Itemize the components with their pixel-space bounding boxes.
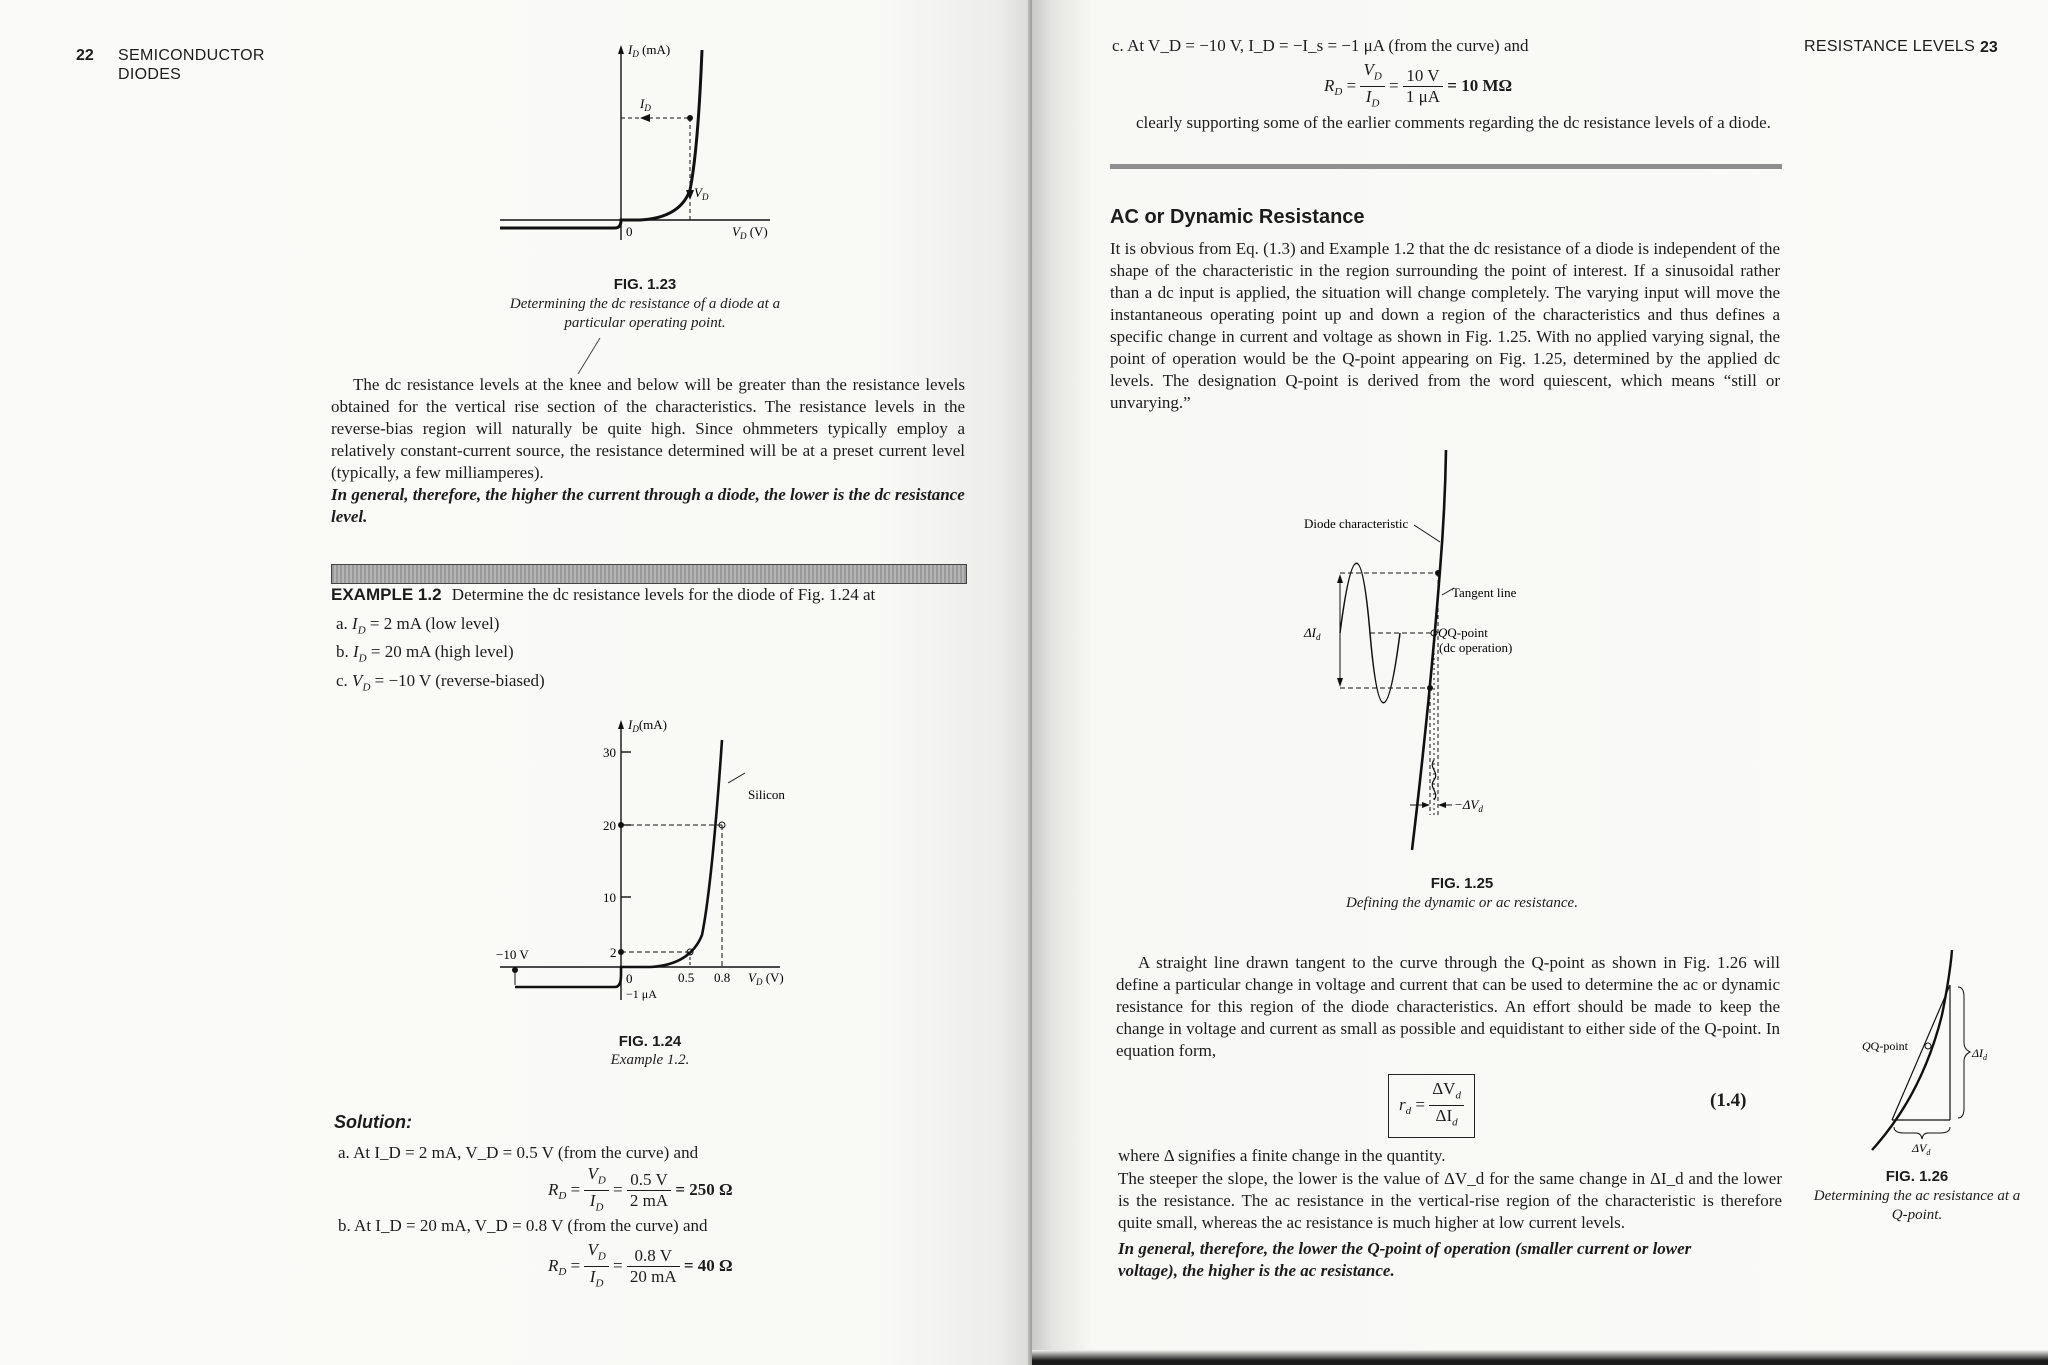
pen-mark bbox=[570, 336, 610, 376]
fig126-delta-i-label: $\Delta I_d$ bbox=[1972, 1046, 1988, 1062]
equation-1-4-frac: $\frac{\Delta V_d}{\Delta I_d}$ bbox=[1429, 1079, 1464, 1133]
fig123-label: FIG. 1.23 bbox=[613, 276, 677, 293]
figure-1-26-graph bbox=[1822, 945, 2042, 1155]
pen-stroke bbox=[578, 338, 600, 374]
fig124-label-30: 30 bbox=[603, 745, 616, 760]
fig123-origin: 0 bbox=[626, 224, 633, 239]
running-head-left bbox=[118, 46, 265, 84]
fig124-y-arrow bbox=[618, 720, 624, 729]
running-head-right: RESISTANCE LEVELS bbox=[1804, 38, 1976, 55]
fig124-y-label: $I_D(mA)$ bbox=[628, 717, 668, 734]
left-paragraph-1: The dc resistance levels at the knee and below will be greater than the resistance levels obtained for the vertical rise section of the characteristics. The resistance levels in the reverse-bias region will naturally be quite high. Since ohmmeters typically employ a relatively constant-current source, the resistance determined will be at a preset current level (typically, a few milliamperes). bbox=[331, 375, 965, 482]
right-paragraph-3: where Δ signifies a finite change in the quantity. bbox=[1118, 1146, 1446, 1165]
solution-b-line: b. At I_D = 20 mA, V_D = 0.8 V (from the curve) and bbox=[338, 1216, 708, 1235]
right-paragraph-1: It is obvious from Eq. (1.3) and Example 1.2 that the dc resistance of a diode is independent of the shape of the characteristic in the region surrounding the point of interest. If a sinusoidal rather than a dc input is applied, the situation will change completely. The varying input will move the instantaneous operating point up and down a region of the characteristics and thus defines a specific change in current and voltage as shown in Fig. 1.25. With no applied varying signal, the point of operation would be the Q-point appearing on Fig. 1.25, determined by the applied dc levels. The designation Q-point is derived from the word quiescent, which means “still or unvarying.” bbox=[1110, 239, 1780, 412]
right-page bbox=[1032, 0, 2048, 1365]
fig124-label-08: 0.8 bbox=[714, 970, 731, 985]
example-text: Determine the dc resistance levels for the diode of Fig. 1.24 at bbox=[451, 585, 876, 604]
fig123-id-label: $I_D$ bbox=[640, 96, 651, 113]
example-parts bbox=[336, 613, 736, 698]
left-bold-italic-statement: In general, therefore, the higher the current through a diode, the lower is the dc resistance level. bbox=[331, 485, 965, 526]
fig124-silicon-leader bbox=[728, 773, 745, 783]
fig123-x-label: $V_D$ (V) bbox=[732, 224, 768, 241]
fig123-id-arrow bbox=[640, 114, 650, 122]
fig126-q-point bbox=[1925, 1043, 1931, 1049]
solution-b-eq: $R_D$ = $\frac{V_D}{I_D}$ = $\frac{0.8 V}{20 mA}$ = 40 Ω bbox=[548, 1240, 733, 1294]
solution-b-frac2: $\frac{0.8 V}{20 mA}$ bbox=[627, 1246, 680, 1287]
solution-a-frac2: $\frac{0.5 V}{2 mA}$ bbox=[627, 1170, 671, 1211]
fig125-vd-arrowhead-r bbox=[1438, 802, 1446, 808]
solution-c-frac1: $\frac{V_D}{I_D}$ bbox=[1360, 60, 1384, 114]
section-heading-ac-resistance: AC or Dynamic Resistance bbox=[1110, 206, 1365, 228]
example-label: EXAMPLE 1.2 bbox=[331, 585, 442, 604]
fig125-vd-arrowhead-l bbox=[1422, 802, 1430, 808]
fig125-delta-i-arrow-down bbox=[1337, 678, 1343, 687]
fig126-delta-v-label: $\Delta V_d$ bbox=[1912, 1141, 1931, 1155]
fig124-silicon-label: Silicon bbox=[748, 787, 785, 802]
fig126-caption-line-1: Determining the ac resistance at a bbox=[1813, 1188, 2021, 1204]
page-number-left: 22 bbox=[76, 47, 94, 64]
figure-1-25-graph bbox=[1302, 450, 1622, 870]
solution-c-result: = 10 MΩ bbox=[1447, 75, 1513, 95]
fig126-caption-line-2: Q-point. bbox=[1891, 1207, 1943, 1223]
fig126-label: FIG. 1.26 bbox=[1885, 1168, 1949, 1185]
fig125-caption: Defining the dynamic or ac resistance. bbox=[1346, 895, 1578, 911]
fig124-label-2: 2 bbox=[610, 945, 617, 960]
example-heading bbox=[331, 585, 971, 605]
solution-b-result: = 40 Ω bbox=[683, 1255, 733, 1275]
running-head-line-1: SEMICONDUCTOR bbox=[118, 47, 265, 64]
fig125-delta-i-arrow-up bbox=[1337, 574, 1343, 583]
fig123-y-arrow bbox=[618, 45, 624, 54]
fig125-qpoint-text: Q-point bbox=[1447, 625, 1488, 640]
fig125-dc-label: (dc operation) bbox=[1439, 640, 1513, 655]
fig123-caption-line-2: particular operating point. bbox=[564, 315, 726, 331]
example-part-a: a. $I_D = 2$ mA (low level) bbox=[336, 614, 500, 637]
fig125-tangent-label: Tangent line bbox=[1452, 585, 1517, 600]
fig125-delta-v-label: $-\Delta V_d$ bbox=[1454, 797, 1483, 814]
fig123-caption bbox=[480, 295, 810, 333]
example-bar bbox=[331, 564, 967, 584]
fig125-label: FIG. 1.25 bbox=[1430, 875, 1494, 892]
figure-1-24-graph bbox=[490, 715, 810, 1015]
fig125-delta-i-label: $\Delta I_d$ bbox=[1304, 625, 1321, 642]
solution-a-result: = 250 Ω bbox=[675, 1179, 733, 1199]
equation-1-4-number: (1.4) bbox=[1710, 1090, 1747, 1111]
fig124-point-neg10 bbox=[512, 967, 518, 973]
right-bold-italic-statement: In general, therefore, the lower the Q-point of operation (smaller current or lower voltage), the higher is the ac resistance. bbox=[1118, 1239, 1692, 1280]
fig123-operating-point bbox=[687, 115, 693, 121]
page-number-right: 23 bbox=[1980, 39, 1998, 56]
solution-c-line: c. At V_D = −10 V, I_D = −I_s = −1 μA (from the curve) and bbox=[1112, 36, 1529, 55]
fig125-diode-leader bbox=[1414, 525, 1440, 542]
fig124-label-05: 0.5 bbox=[678, 970, 695, 985]
solution-c-after: clearly supporting some of the earlier comments regarding the dc resistance levels of a diode. bbox=[1136, 113, 1771, 132]
fig124-point-20 bbox=[618, 822, 624, 828]
right-paragraph-4: The steeper the slope, the lower is the value of ΔV_d for the same change in ΔI_d and the lower is the resistance. The ac resistance in the vertical-rise region of the characteristic is therefore quite small, whereas the ac resistance is much higher at low current levels. bbox=[1118, 1169, 1782, 1232]
fig124-label-10: 10 bbox=[603, 890, 616, 905]
solution-a-eq: $R_D$ = $\frac{V_D}{I_D}$ = $\frac{0.5 V}{2 mA}$ = 250 Ω bbox=[548, 1164, 733, 1218]
fig124-label: FIG. 1.24 bbox=[618, 1033, 682, 1050]
fig126-brace-vertical bbox=[1958, 987, 1970, 1118]
figure-1-23-graph bbox=[490, 40, 790, 250]
equation-1-4-box: $r_d$ = $\frac{\Delta V_d}{\Delta I_d}$ bbox=[1388, 1074, 1475, 1138]
fig125-qpoint-label: QQ-point bbox=[1438, 625, 1488, 640]
fig126-qpoint-label: QQ-point bbox=[1862, 1039, 1909, 1053]
fig126-qpoint-text: Q-point bbox=[1870, 1039, 1909, 1053]
fig124-neg-label: −10 V bbox=[496, 947, 529, 962]
solution-a-line: a. At I_D = 2 mA, V_D = 0.5 V (from the curve) and bbox=[338, 1143, 699, 1162]
right-paragraph-2: A straight line drawn tangent to the curve through the Q-point as shown in Fig. 1.26 will define a particular change in voltage and current that can be used to determine the ac or dynamic resistance for this region of the diode characteristics. An effort should be made to keep the change in voltage and current as small as possible and equidistant to either side of the Q-point. In equation form, bbox=[1116, 953, 1780, 1060]
solution-a-frac1: $\frac{V_D}{I_D}$ bbox=[584, 1164, 608, 1218]
fig123-curve bbox=[500, 50, 702, 228]
fig124-origin: 0 bbox=[626, 971, 633, 986]
fig124-curve bbox=[515, 740, 722, 987]
fig126-caption bbox=[1794, 1187, 2040, 1225]
fig125-diode-label: Diode characteristic bbox=[1304, 516, 1409, 531]
solution-heading: Solution: bbox=[334, 1112, 412, 1132]
example-end-rule bbox=[1110, 164, 1782, 169]
fig124-x-label: $V_D$ (V) bbox=[748, 970, 784, 987]
fig124-small-current: −1 μA bbox=[626, 987, 657, 1001]
fig123-y-label: $I_D$ (mA) bbox=[628, 42, 671, 59]
fig123-caption-line-1: Determining the dc resistance of a diode at a bbox=[509, 296, 781, 312]
page-bottom-edge bbox=[1032, 1350, 2048, 1365]
running-head-line-2: DIODES bbox=[118, 66, 182, 83]
example-part-b: b. $I_D = 20$ mA (high level) bbox=[336, 642, 514, 665]
solution-b-frac1: $\frac{V_D}{I_D}$ bbox=[584, 1240, 608, 1294]
example-part-c: c. $V_D = -10$ V (reverse-biased) bbox=[336, 670, 545, 694]
fig124-caption: Example 1.2. bbox=[610, 1052, 690, 1068]
solution-c-eq: $R_D$ = $\frac{V_D}{I_D}$ = $\frac{10 V}{1 \mu A}$ = 10 MΩ bbox=[1324, 60, 1512, 114]
solution-c-frac2: $\frac{10 V}{1 \mu A}$ bbox=[1403, 66, 1443, 107]
fig126-brace-horizontal bbox=[1894, 1127, 1950, 1139]
fig124-label-20: 20 bbox=[603, 818, 616, 833]
fig123-vd-label: $V_D$ bbox=[694, 185, 709, 202]
fig124-point-2 bbox=[618, 949, 624, 955]
